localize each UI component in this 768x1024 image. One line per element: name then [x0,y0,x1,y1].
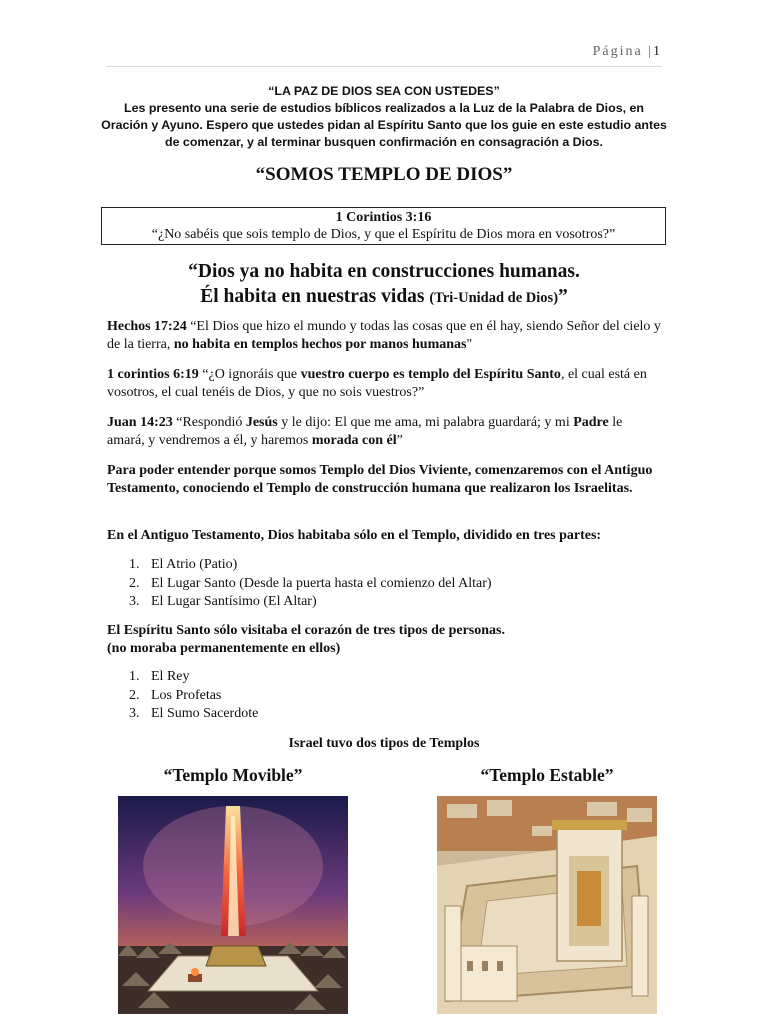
verse-emphasis: Jesús [245,415,278,430]
header-divider [106,66,662,67]
verse-emphasis: Padre [573,415,609,430]
page-number: 1 [653,44,660,59]
temple-illustration [437,796,657,1014]
list-label: El Rey [151,669,190,684]
temple-image [437,796,657,1014]
intro-text: Les presento una serie de estudios bíblicos realizados a la Luz de la Palabra de Dios, en Oración y Ayuno. Espero que ustedes pidan al Espíritu Santo que los guie en este estudio antes de comenzar, y al terminar busquen confirmación en consagración a Dios. [101,101,667,149]
list-number: 2. [129,687,140,703]
verse-text-end: ” [396,432,403,448]
page-header [593,44,660,60]
verse-text: “¿O ignoráis que [198,367,301,382]
verse-text: y le dijo: El que me ama, mi palabra guardará; y mi [277,415,574,430]
list-item [107,556,663,575]
verse-text-end: " [466,336,473,352]
list-item [107,687,663,706]
intro-greeting: “LA PAZ DE DIOS SEA CON USTEDES” [268,84,500,98]
verse-emphasis: morada con él [311,432,397,448]
headline [100,259,668,311]
list-label: El Sumo Sacerdote [151,706,259,721]
verse-reference: Juan 14:23 [107,415,173,430]
key-verse-reference: 1 Corintios 3:16 [335,210,432,225]
list-number: 3. [129,706,140,721]
list-label: El Lugar Santísimo (El Altar) [151,594,317,609]
verse-corintios [107,366,663,401]
para-spirit [107,622,663,657]
verse-emphasis: no habita en templos hechos por manos humanas [173,336,467,352]
tabernacle-image [118,796,348,1014]
verse-text-end: , el cual está en vosotros, el cual tenéis de Dios, y que no sois vuestros?” [107,367,647,400]
page-label: Página | [592,44,653,59]
list-label: El Atrio (Patio) [151,557,238,572]
headline-close-quote: ” [558,286,568,307]
list-number: 1. [129,669,140,684]
temple-stable-title: “Templo Estable” [480,765,614,785]
key-verse-box [101,207,666,245]
list-item [107,705,663,724]
verse-text: “Respondió [172,415,246,430]
para-spirit-line1: El Espíritu Santo sólo visitaba el corazón de tres tipos de personas. [107,623,505,638]
headline-line1: “Dios ya no habita en construcciones humanas. [188,261,580,282]
para-understand: Para poder entender porque somos Templo del Dios Viviente, comenzaremos con el Antiguo Testamento, conociendo el Templo de construcción humana que realizaron los Israelitas. [107,463,653,496]
headline-line2: Él habita en nuestras vidas [200,286,425,307]
verse-hechos [107,318,663,353]
temples-caption: Israel tuvo dos tipos de Templos [288,736,480,751]
list-number: 1. [129,557,140,572]
headline-note: (Tri-Unidad de Dios) [429,290,559,306]
list-label: El Lugar Santo (Desde la puerta hasta el comienzo del Altar) [151,575,492,591]
key-verse-text: “¿No sabéis que sois templo de Dios, y que el Espíritu de Dios mora en vosotros?” [151,227,616,242]
verse-reference: Hechos 17:24 [107,319,187,334]
intro-block [100,83,668,151]
verse-juan [107,414,663,449]
para-spirit-line2: (no moraba permanentemente en ellos) [107,640,341,656]
list-label: Los Profetas [151,687,222,703]
list-number: 2. [129,575,140,591]
tabernacle-illustration [118,796,348,1014]
verse-text: “El Dios que hizo el mundo y todas las cosas que en él hay, siendo Señor del cielo y de la tierra, [107,319,661,352]
list-item [107,593,663,612]
list-item [107,575,663,594]
list-item [107,668,663,687]
person-types-list [107,668,663,724]
verse-text: le amará, y vendremos a él, y haremos [107,415,623,448]
document-title: “SOMOS TEMPLO DE DIOS” [255,164,513,185]
temple-parts-list [107,556,663,612]
temple-movable-title: “Templo Movible” [163,765,303,785]
verse-reference: 1 corintios 6:19 [107,367,199,382]
para-old-testament: En el Antiguo Testamento, Dios habitaba sólo en el Templo, dividido en tres partes: [107,528,602,543]
list-number: 3. [129,594,140,609]
verse-emphasis: vuestro cuerpo es templo del Espíritu Santo [300,367,561,382]
